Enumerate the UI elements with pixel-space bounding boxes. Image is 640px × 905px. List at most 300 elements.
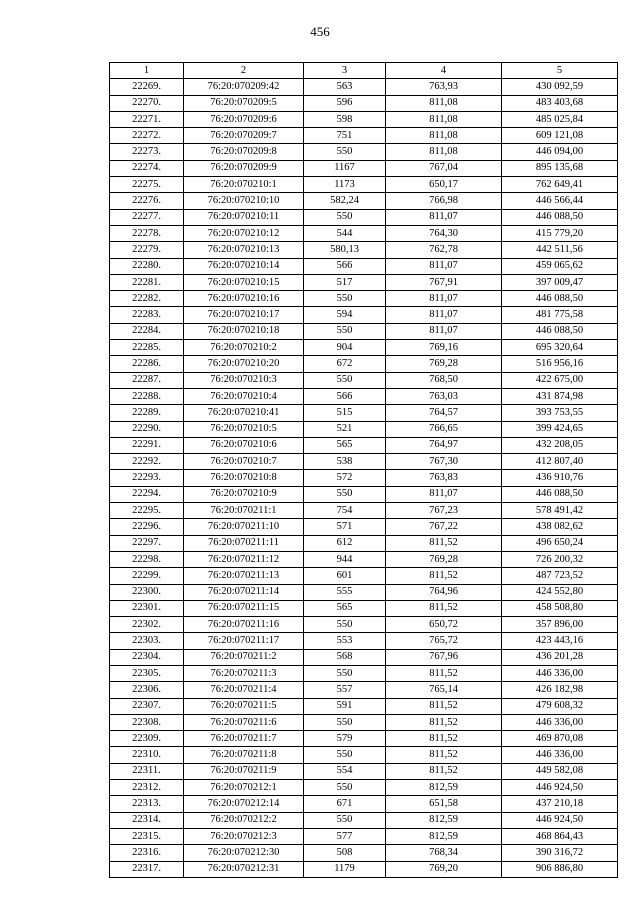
rate-cell: 763,83 [386, 470, 502, 486]
area-cell: 550 [304, 372, 386, 388]
rate-cell: 764,96 [386, 584, 502, 600]
cadastral-number-cell: 76:20:070211:2 [184, 649, 304, 665]
area-cell: 550 [304, 714, 386, 730]
area-cell: 565 [304, 600, 386, 616]
value-cell: 906 886,80 [502, 861, 618, 877]
value-cell: 726 200,32 [502, 551, 618, 567]
table-row [110, 388, 618, 404]
table-row [110, 568, 618, 584]
row-number-cell: 22291. [110, 437, 184, 453]
cadastral-number-cell: 76:20:070209:7 [184, 128, 304, 144]
table-row [110, 503, 618, 519]
cadastral-number-cell: 76:20:070209:8 [184, 144, 304, 160]
cadastral-number-cell: 76:20:070210:4 [184, 388, 304, 404]
rate-cell: 811,52 [386, 763, 502, 779]
header-cell-3: 3 [304, 63, 386, 79]
area-cell: 566 [304, 388, 386, 404]
value-cell: 578 491,42 [502, 503, 618, 519]
table-row [110, 470, 618, 486]
area-cell: 550 [304, 291, 386, 307]
area-cell: 598 [304, 111, 386, 127]
cadastral-number-cell: 76:20:070210:20 [184, 356, 304, 372]
value-cell: 762 649,41 [502, 177, 618, 193]
table-body [110, 79, 618, 878]
cadastral-number-cell: 76:20:070211:17 [184, 633, 304, 649]
table-row [110, 209, 618, 225]
cadastral-number-cell: 76:20:070210:10 [184, 193, 304, 209]
value-cell: 458 508,80 [502, 600, 618, 616]
value-cell: 397 009,47 [502, 274, 618, 290]
rate-cell: 811,52 [386, 600, 502, 616]
row-number-cell: 22272. [110, 128, 184, 144]
row-number-cell: 22307. [110, 698, 184, 714]
row-number-cell: 22302. [110, 617, 184, 633]
cadastral-number-cell: 76:20:070210:6 [184, 437, 304, 453]
rate-cell: 811,08 [386, 95, 502, 111]
rate-cell: 811,52 [386, 731, 502, 747]
cadastral-number-cell: 76:20:070209:6 [184, 111, 304, 127]
value-cell: 446 336,00 [502, 747, 618, 763]
table-row [110, 356, 618, 372]
area-cell: 566 [304, 258, 386, 274]
table-row [110, 193, 618, 209]
row-number-cell: 22287. [110, 372, 184, 388]
cadastral-number-cell: 76:20:070211:3 [184, 665, 304, 681]
value-cell: 436 201,28 [502, 649, 618, 665]
cadastre-table [109, 62, 618, 878]
area-cell: 554 [304, 763, 386, 779]
area-cell: 550 [304, 780, 386, 796]
cadastral-number-cell: 76:20:070210:7 [184, 454, 304, 470]
value-cell: 446 088,50 [502, 323, 618, 339]
row-number-cell: 22277. [110, 209, 184, 225]
row-number-cell: 22276. [110, 193, 184, 209]
table-row [110, 812, 618, 828]
row-number-cell: 22305. [110, 665, 184, 681]
table-row [110, 763, 618, 779]
cadastral-number-cell: 76:20:070212:3 [184, 828, 304, 844]
area-cell: 580,13 [304, 242, 386, 258]
value-cell: 895 135,68 [502, 160, 618, 176]
area-cell: 544 [304, 225, 386, 241]
area-cell: 515 [304, 405, 386, 421]
value-cell: 449 582,08 [502, 763, 618, 779]
value-cell: 446 088,50 [502, 486, 618, 502]
row-number-cell: 22296. [110, 519, 184, 535]
row-number-cell: 22273. [110, 144, 184, 160]
table-row [110, 584, 618, 600]
table-row [110, 144, 618, 160]
rate-cell: 769,28 [386, 551, 502, 567]
table-row [110, 405, 618, 421]
row-number-cell: 22274. [110, 160, 184, 176]
row-number-cell: 22282. [110, 291, 184, 307]
header-cell-1: 1 [110, 63, 184, 79]
value-cell: 442 511,56 [502, 242, 618, 258]
row-number-cell: 22286. [110, 356, 184, 372]
area-cell: 538 [304, 454, 386, 470]
row-number-cell: 22290. [110, 421, 184, 437]
value-cell: 609 121,08 [502, 128, 618, 144]
value-cell: 436 910,76 [502, 470, 618, 486]
row-number-cell: 22299. [110, 568, 184, 584]
table-row [110, 225, 618, 241]
value-cell: 430 092,59 [502, 79, 618, 95]
area-cell: 594 [304, 307, 386, 323]
rate-cell: 765,72 [386, 633, 502, 649]
row-number-cell: 22283. [110, 307, 184, 323]
cadastral-number-cell: 76:20:070211:1 [184, 503, 304, 519]
cadastral-number-cell: 76:20:070210:5 [184, 421, 304, 437]
area-cell: 1179 [304, 861, 386, 877]
row-number-cell: 22314. [110, 812, 184, 828]
table-row [110, 177, 618, 193]
row-number-cell: 22315. [110, 828, 184, 844]
row-number-cell: 22298. [110, 551, 184, 567]
table-row [110, 845, 618, 861]
cadastral-number-cell: 76:20:070211:16 [184, 617, 304, 633]
row-number-cell: 22279. [110, 242, 184, 258]
area-cell: 751 [304, 128, 386, 144]
row-number-cell: 22285. [110, 340, 184, 356]
rate-cell: 764,97 [386, 437, 502, 453]
row-number-cell: 22310. [110, 747, 184, 763]
table-row [110, 111, 618, 127]
cadastral-number-cell: 76:20:070211:10 [184, 519, 304, 535]
table-row [110, 79, 618, 95]
area-cell: 568 [304, 649, 386, 665]
rate-cell: 765,14 [386, 682, 502, 698]
row-number-cell: 22289. [110, 405, 184, 421]
cadastral-number-cell: 76:20:070210:13 [184, 242, 304, 258]
table-row [110, 649, 618, 665]
area-cell: 553 [304, 633, 386, 649]
value-cell: 426 182,98 [502, 682, 618, 698]
row-number-cell: 22288. [110, 388, 184, 404]
table-row [110, 242, 618, 258]
rate-cell: 811,52 [386, 568, 502, 584]
value-cell: 446 336,00 [502, 714, 618, 730]
row-number-cell: 22308. [110, 714, 184, 730]
area-cell: 612 [304, 535, 386, 551]
area-cell: 579 [304, 731, 386, 747]
value-cell: 399 424,65 [502, 421, 618, 437]
value-cell: 423 443,16 [502, 633, 618, 649]
value-cell: 431 874,98 [502, 388, 618, 404]
rate-cell: 767,96 [386, 649, 502, 665]
area-cell: 577 [304, 828, 386, 844]
rate-cell: 768,50 [386, 372, 502, 388]
table-row [110, 421, 618, 437]
value-cell: 357 896,00 [502, 617, 618, 633]
table-row [110, 535, 618, 551]
area-cell: 555 [304, 584, 386, 600]
area-cell: 582,24 [304, 193, 386, 209]
rate-cell: 811,07 [386, 486, 502, 502]
cadastral-number-cell: 76:20:070211:13 [184, 568, 304, 584]
rate-cell: 767,23 [386, 503, 502, 519]
area-cell: 517 [304, 274, 386, 290]
rate-cell: 767,22 [386, 519, 502, 535]
rate-cell: 766,65 [386, 421, 502, 437]
cadastral-number-cell: 76:20:070210:12 [184, 225, 304, 241]
cadastral-number-cell: 76:20:070210:2 [184, 340, 304, 356]
rate-cell: 769,20 [386, 861, 502, 877]
value-cell: 446 088,50 [502, 209, 618, 225]
area-cell: 904 [304, 340, 386, 356]
rate-cell: 811,07 [386, 258, 502, 274]
table-row [110, 95, 618, 111]
value-cell: 422 675,00 [502, 372, 618, 388]
row-number-cell: 22300. [110, 584, 184, 600]
rate-cell: 811,07 [386, 209, 502, 225]
area-cell: 754 [304, 503, 386, 519]
row-number-cell: 22284. [110, 323, 184, 339]
table-row [110, 307, 618, 323]
cadastral-number-cell: 76:20:070210:41 [184, 405, 304, 421]
cadastral-number-cell: 76:20:070209:9 [184, 160, 304, 176]
rate-cell: 811,07 [386, 323, 502, 339]
rate-cell: 767,04 [386, 160, 502, 176]
value-cell: 695 320,64 [502, 340, 618, 356]
rate-cell: 650,72 [386, 617, 502, 633]
table-row [110, 780, 618, 796]
cadastral-number-cell: 76:20:070211:7 [184, 731, 304, 747]
rate-cell: 812,59 [386, 812, 502, 828]
area-cell: 550 [304, 665, 386, 681]
table-row [110, 160, 618, 176]
value-cell: 393 753,55 [502, 405, 618, 421]
rate-cell: 811,52 [386, 698, 502, 714]
value-cell: 469 870,08 [502, 731, 618, 747]
area-cell: 596 [304, 95, 386, 111]
area-cell: 672 [304, 356, 386, 372]
rate-cell: 763,03 [386, 388, 502, 404]
area-cell: 1167 [304, 160, 386, 176]
cadastral-number-cell: 76:20:070212:2 [184, 812, 304, 828]
row-number-cell: 22312. [110, 780, 184, 796]
row-number-cell: 22316. [110, 845, 184, 861]
cadastral-number-cell: 76:20:070210:18 [184, 323, 304, 339]
rate-cell: 769,28 [386, 356, 502, 372]
value-cell: 496 650,24 [502, 535, 618, 551]
value-cell: 438 082,62 [502, 519, 618, 535]
value-cell: 415 779,20 [502, 225, 618, 241]
table-row [110, 291, 618, 307]
value-cell: 481 775,58 [502, 307, 618, 323]
cadastral-number-cell: 76:20:070211:12 [184, 551, 304, 567]
row-number-cell: 22311. [110, 763, 184, 779]
header-row [110, 63, 618, 79]
table-header [110, 63, 618, 79]
value-cell: 424 552,80 [502, 584, 618, 600]
row-number-cell: 22294. [110, 486, 184, 502]
rate-cell: 763,93 [386, 79, 502, 95]
value-cell: 446 094,00 [502, 144, 618, 160]
cadastral-number-cell: 76:20:070210:8 [184, 470, 304, 486]
area-cell: 550 [304, 323, 386, 339]
row-number-cell: 22271. [110, 111, 184, 127]
rate-cell: 811,08 [386, 111, 502, 127]
header-cell-5: 5 [502, 63, 618, 79]
cadastral-number-cell: 76:20:070211:14 [184, 584, 304, 600]
cadastral-number-cell: 76:20:070212:31 [184, 861, 304, 877]
area-cell: 521 [304, 421, 386, 437]
cadastral-number-cell: 76:20:070210:3 [184, 372, 304, 388]
value-cell: 487 723,52 [502, 568, 618, 584]
cadastral-number-cell: 76:20:070212:1 [184, 780, 304, 796]
row-number-cell: 22313. [110, 796, 184, 812]
table-row [110, 600, 618, 616]
rate-cell: 762,78 [386, 242, 502, 258]
cadastral-number-cell: 76:20:070211:4 [184, 682, 304, 698]
rate-cell: 767,91 [386, 274, 502, 290]
table-row [110, 731, 618, 747]
area-cell: 601 [304, 568, 386, 584]
value-cell: 446 924,50 [502, 780, 618, 796]
cadastral-number-cell: 76:20:070210:14 [184, 258, 304, 274]
table-row [110, 437, 618, 453]
rate-cell: 812,59 [386, 780, 502, 796]
value-cell: 437 210,18 [502, 796, 618, 812]
rate-cell: 767,30 [386, 454, 502, 470]
cadastral-number-cell: 76:20:070210:9 [184, 486, 304, 502]
cadastral-number-cell: 76:20:070212:14 [184, 796, 304, 812]
cadastral-number-cell: 76:20:070211:5 [184, 698, 304, 714]
value-cell: 459 065,62 [502, 258, 618, 274]
area-cell: 557 [304, 682, 386, 698]
table-row [110, 828, 618, 844]
row-number-cell: 22269. [110, 79, 184, 95]
rate-cell: 811,08 [386, 144, 502, 160]
row-number-cell: 22292. [110, 454, 184, 470]
rate-cell: 651,58 [386, 796, 502, 812]
table-row [110, 617, 618, 633]
table-row [110, 747, 618, 763]
area-cell: 563 [304, 79, 386, 95]
value-cell: 390 316,72 [502, 845, 618, 861]
table-row [110, 698, 618, 714]
table-row [110, 519, 618, 535]
cadastral-number-cell: 76:20:070211:15 [184, 600, 304, 616]
value-cell: 446 088,50 [502, 291, 618, 307]
row-number-cell: 22301. [110, 600, 184, 616]
value-cell: 412 807,40 [502, 454, 618, 470]
cadastral-number-cell: 76:20:070212:30 [184, 845, 304, 861]
cadastral-number-cell: 76:20:070209:5 [184, 95, 304, 111]
row-number-cell: 22303. [110, 633, 184, 649]
table-row [110, 258, 618, 274]
row-number-cell: 22281. [110, 274, 184, 290]
row-number-cell: 22278. [110, 225, 184, 241]
rate-cell: 811,08 [386, 128, 502, 144]
row-number-cell: 22293. [110, 470, 184, 486]
area-cell: 550 [304, 812, 386, 828]
table-row [110, 323, 618, 339]
cadastral-number-cell: 76:20:070211:9 [184, 763, 304, 779]
table-row [110, 633, 618, 649]
area-cell: 591 [304, 698, 386, 714]
value-cell: 479 608,32 [502, 698, 618, 714]
area-cell: 508 [304, 845, 386, 861]
area-cell: 1173 [304, 177, 386, 193]
row-number-cell: 22304. [110, 649, 184, 665]
cadastral-number-cell: 76:20:070210:11 [184, 209, 304, 225]
rate-cell: 768,34 [386, 845, 502, 861]
area-cell: 550 [304, 209, 386, 225]
rate-cell: 811,52 [386, 535, 502, 551]
row-number-cell: 22295. [110, 503, 184, 519]
rate-cell: 769,16 [386, 340, 502, 356]
area-cell: 550 [304, 617, 386, 633]
page-number: 456 [310, 24, 330, 39]
table-row [110, 274, 618, 290]
row-number-cell: 22297. [110, 535, 184, 551]
value-cell: 485 025,84 [502, 111, 618, 127]
value-cell: 446 336,00 [502, 665, 618, 681]
area-cell: 572 [304, 470, 386, 486]
area-cell: 944 [304, 551, 386, 567]
value-cell: 446 566,44 [502, 193, 618, 209]
area-cell: 550 [304, 486, 386, 502]
rate-cell: 811,07 [386, 291, 502, 307]
row-number-cell: 22306. [110, 682, 184, 698]
cadastral-number-cell: 76:20:070211:6 [184, 714, 304, 730]
table-row [110, 454, 618, 470]
row-number-cell: 22309. [110, 731, 184, 747]
rate-cell: 766,98 [386, 193, 502, 209]
cadastral-number-cell: 76:20:070211:11 [184, 535, 304, 551]
cadastral-number-cell: 76:20:070210:1 [184, 177, 304, 193]
value-cell: 468 864,43 [502, 828, 618, 844]
rate-cell: 811,52 [386, 714, 502, 730]
area-cell: 550 [304, 144, 386, 160]
rate-cell: 650,17 [386, 177, 502, 193]
table-row [110, 486, 618, 502]
rate-cell: 812,59 [386, 828, 502, 844]
cadastral-number-cell: 76:20:070210:16 [184, 291, 304, 307]
value-cell: 516 956,16 [502, 356, 618, 372]
header-cell-4: 4 [386, 63, 502, 79]
cadastral-number-cell: 76:20:070209:42 [184, 79, 304, 95]
cadastral-number-cell: 76:20:070210:17 [184, 307, 304, 323]
value-cell: 446 924,50 [502, 812, 618, 828]
area-cell: 550 [304, 747, 386, 763]
table-row [110, 665, 618, 681]
row-number-cell: 22275. [110, 177, 184, 193]
cadastral-number-cell: 76:20:070211:8 [184, 747, 304, 763]
value-cell: 483 403,68 [502, 95, 618, 111]
rate-cell: 764,30 [386, 225, 502, 241]
area-cell: 671 [304, 796, 386, 812]
row-number-cell: 22280. [110, 258, 184, 274]
row-number-cell: 22317. [110, 861, 184, 877]
table-row [110, 551, 618, 567]
rate-cell: 764,57 [386, 405, 502, 421]
table-row [110, 128, 618, 144]
table-row [110, 861, 618, 877]
value-cell: 432 208,05 [502, 437, 618, 453]
area-cell: 565 [304, 437, 386, 453]
area-cell: 571 [304, 519, 386, 535]
table-row [110, 796, 618, 812]
rate-cell: 811,52 [386, 747, 502, 763]
row-number-cell: 22270. [110, 95, 184, 111]
rate-cell: 811,07 [386, 307, 502, 323]
table-row [110, 714, 618, 730]
header-cell-2: 2 [184, 63, 304, 79]
table-row [110, 340, 618, 356]
